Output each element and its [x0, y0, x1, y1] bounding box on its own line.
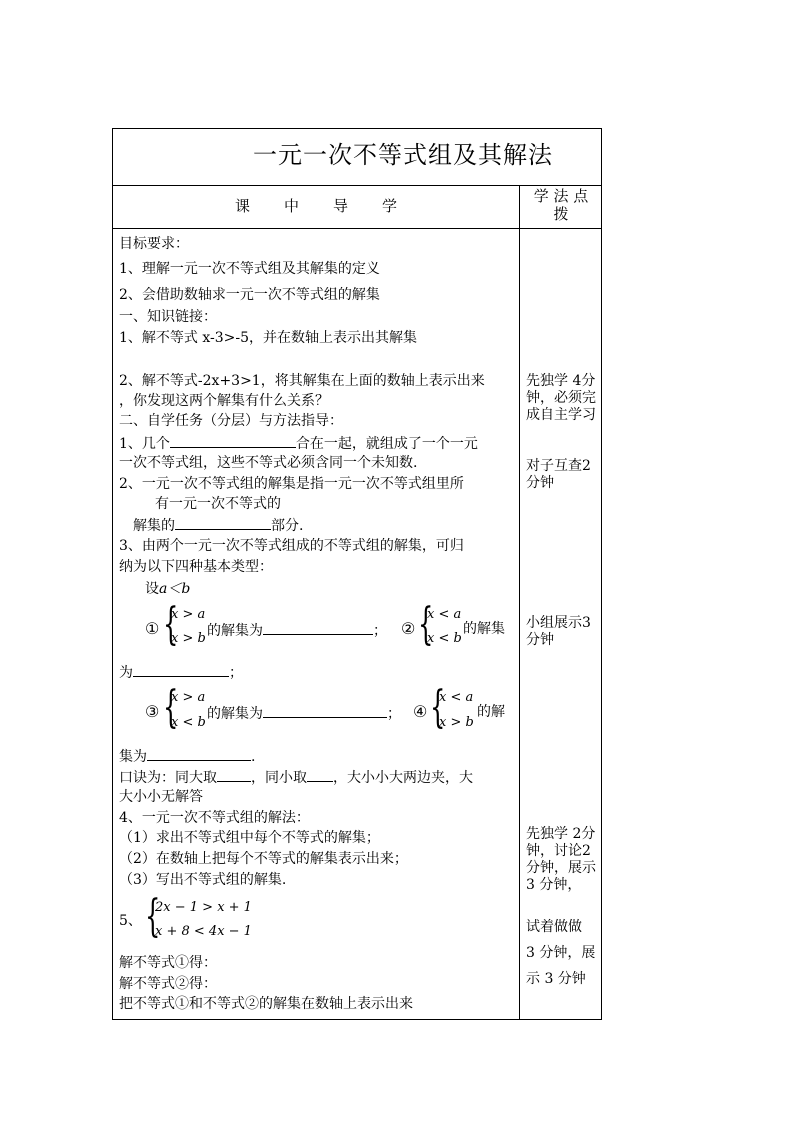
- case-4-marker: ④: [413, 702, 428, 721]
- problem-5-ineq1: 2x − 1 > x + 1: [155, 900, 252, 915]
- link-title: 一、知识链接：: [119, 309, 217, 325]
- mnemonic-a: 口诀为：同大取: [119, 770, 217, 786]
- guide-header: [113, 195, 519, 216]
- page-title: 一元一次不等式组及其解法: [253, 141, 553, 169]
- case-2-label: 的解集: [463, 621, 505, 637]
- case-2-bottom: x < b: [427, 631, 462, 646]
- method-header-line1: 学 法 点: [533, 187, 589, 205]
- guide-char: 中: [283, 197, 299, 215]
- task-1-line1: [119, 433, 478, 453]
- task-2-suffix: 部分.: [271, 518, 304, 534]
- task-3-line1: 3、由两个一元一次不等式组成的不等式组的解集，可归: [119, 538, 464, 554]
- fill-blank[interactable]: [263, 703, 387, 718]
- header-row: [113, 185, 601, 229]
- method-note-6: 3 分钟，展: [526, 945, 596, 961]
- method-header-line2: 拨: [553, 205, 569, 223]
- method-note-7: 示 3 分钟: [526, 971, 586, 987]
- goal-2: 2、会借助数轴求一元一次不等式组的解集: [119, 287, 380, 303]
- task-2-line2: 有一元一次不等式的: [155, 496, 281, 512]
- fill-blank[interactable]: [263, 620, 373, 635]
- goal-title: 目标要求：: [119, 236, 189, 252]
- case-4-bottom: x > b: [439, 715, 474, 730]
- task-2-line1: 2、一元一次不等式组的解集是指一元一次不等式组里所: [119, 476, 464, 492]
- case-3-text: [207, 703, 401, 723]
- solve-step-1: 解不等式①得：: [119, 955, 217, 971]
- section-4-step2: （2）在数轴上把每个不等式的解集表示出来；: [119, 851, 408, 867]
- case-4-label: 的解: [477, 704, 505, 720]
- fill-blank[interactable]: [170, 433, 296, 448]
- method-note-2: 对子互查2 分钟: [526, 458, 591, 491]
- link-item-1: 1、解不等式 x-3>-5，并在数轴上表示出其解集: [119, 330, 418, 346]
- task-1-line2: 一次不等式组，这些不等式必须含同一个未知数.: [119, 455, 418, 471]
- case-4-continued: [119, 746, 255, 766]
- task-title: 二、自学任务（分层）与方法指导：: [119, 413, 343, 429]
- mnemonic-line2: 大小小无解答: [119, 789, 203, 805]
- link-item-2b: ，你发现这两个解集有什么关系？: [119, 393, 329, 409]
- case-2-marker: ②: [401, 619, 416, 638]
- assumption: [145, 580, 190, 598]
- brace-icon: {: [418, 599, 434, 650]
- case-2-wei: 为: [119, 665, 133, 681]
- title-row: [113, 129, 601, 186]
- goal-1: 1、理解一元一次不等式组及其解集的定义: [119, 261, 380, 277]
- section-4-step3: （3）写出不等式组的解集.: [119, 872, 287, 888]
- link-item-2a: 2、解不等式-2x+3>1，将其解集在上面的数轴上表示出来: [119, 373, 485, 389]
- problem-5-label: 5、: [119, 913, 142, 929]
- method-note-4: 先独学 2分钟，讨论2分钟，展示 3 分钟，: [526, 826, 596, 893]
- section-4-step1: （1）求出不等式组中每个不等式的解集；: [119, 830, 380, 846]
- case-4-period: .: [251, 749, 256, 765]
- task-3-line2: 纳为以下四种基本类型：: [119, 559, 273, 575]
- brace-icon: {: [430, 682, 446, 733]
- solve-step-3: 把不等式①和不等式②的解集在数轴上表示出来: [119, 996, 413, 1012]
- fill-blank[interactable]: [175, 515, 271, 530]
- assumption-prefix: 设: [145, 581, 159, 597]
- method-note-3: 小组展示3 分钟: [526, 615, 591, 648]
- assumption-expr: a＜b: [159, 581, 191, 597]
- brace-icon: {: [163, 682, 179, 733]
- guide-char: 导: [333, 197, 349, 215]
- section-4-title: 4、一元一次不等式组的解法：: [119, 810, 310, 826]
- lesson-table: [112, 128, 602, 1020]
- case-2-semi: ；: [229, 665, 243, 681]
- mnemonic-b: ，同小取: [251, 770, 307, 786]
- case-4-jiwei: 集为: [119, 749, 147, 765]
- problem-5-ineq2: x + 8 < 4x − 1: [155, 924, 252, 939]
- case-3-bottom: x < b: [171, 715, 206, 730]
- method-note-5: 试着做做: [526, 919, 582, 935]
- case-1-semi: ；: [373, 623, 387, 639]
- task-2-line3: [133, 515, 303, 535]
- brace-icon: {: [163, 599, 179, 650]
- brace-icon: {: [145, 891, 161, 942]
- method-header: [525, 185, 597, 223]
- mnemonic-c: ，大小小大两边夹，大: [333, 770, 473, 786]
- case-2-top: x < a: [427, 607, 462, 622]
- fill-blank[interactable]: [217, 767, 251, 782]
- fill-blank[interactable]: [133, 662, 229, 677]
- task-1-prefix: 1、几个: [119, 436, 170, 452]
- case-3-marker: ③: [145, 702, 160, 721]
- guide-char: 学: [382, 197, 398, 215]
- mnemonic-line1: [119, 767, 473, 787]
- case-3-label: 的解集为: [207, 706, 263, 722]
- case-1-marker: ①: [145, 619, 160, 638]
- case-1-top: x > a: [171, 607, 206, 622]
- column-divider: [519, 185, 520, 1019]
- method-note-1: 先独学 4分钟，必须完成自主学习: [526, 373, 596, 423]
- case-2-continued: [119, 662, 243, 682]
- case-4-top: x < a: [439, 690, 474, 705]
- case-3-semi: ；: [387, 706, 401, 722]
- case-3-top: x > a: [171, 690, 206, 705]
- fill-blank[interactable]: [307, 767, 333, 782]
- solve-step-2: 解不等式②得：: [119, 976, 217, 992]
- task-2-prefix: 解集的: [133, 518, 175, 534]
- guide-char: 课: [234, 197, 250, 215]
- case-1-label: 的解集为: [207, 623, 263, 639]
- case-1-text: [207, 620, 387, 640]
- fill-blank[interactable]: [147, 746, 251, 761]
- case-1-bottom: x > b: [171, 631, 206, 646]
- task-1-suffix: 合在一起，就组成了一个一元: [295, 436, 478, 452]
